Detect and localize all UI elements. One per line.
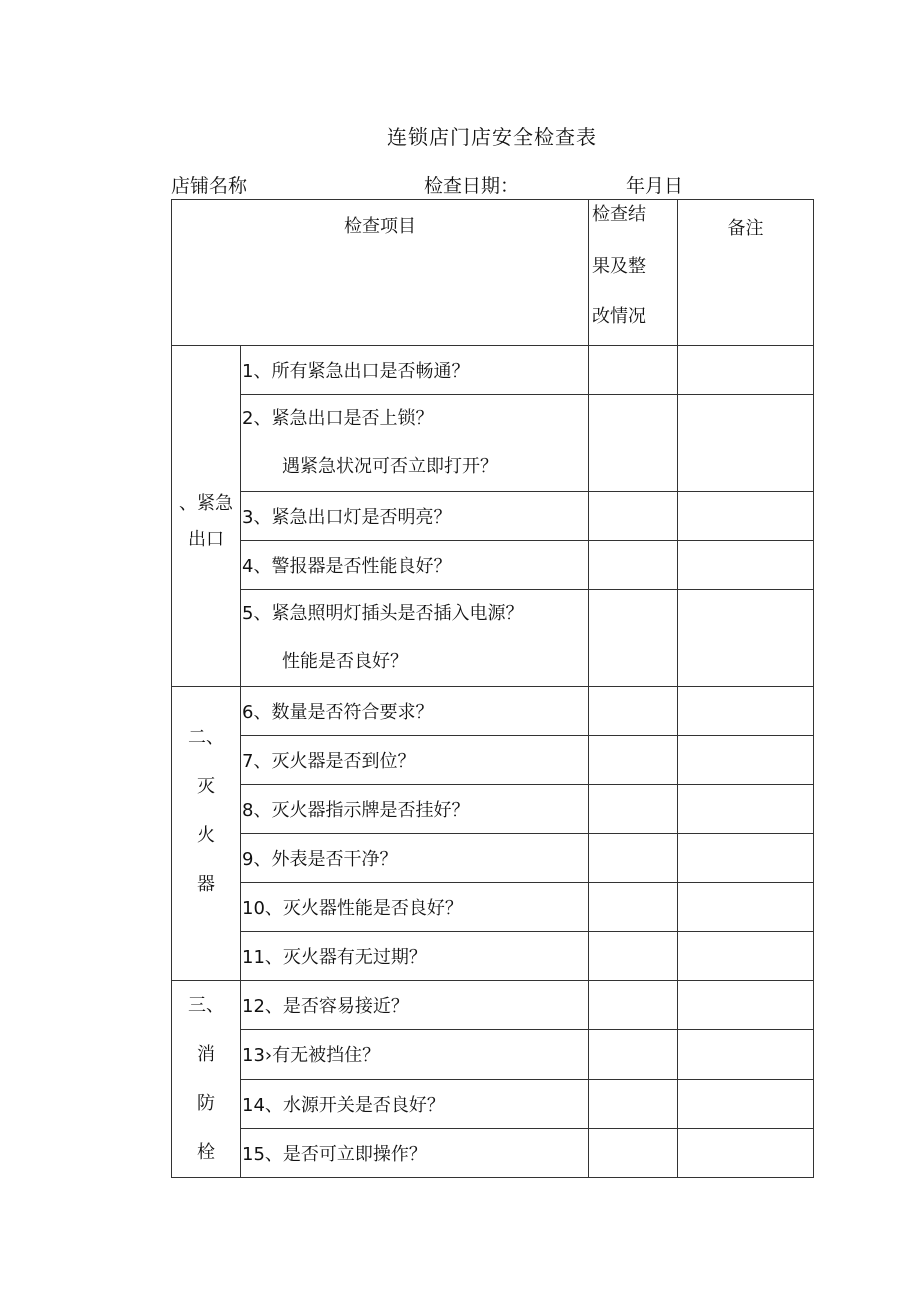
page-title: 连锁店门店安全检查表 [387, 125, 597, 149]
note-cell[interactable] [678, 687, 814, 736]
item-line: 性能是否良好？ [282, 651, 408, 672]
inspection-table [171, 199, 814, 1178]
result-cell[interactable] [589, 981, 678, 1030]
result-cell[interactable] [589, 346, 678, 395]
result-cell[interactable] [589, 1079, 678, 1128]
item-text: 6、数量是否符合要求？ [241, 687, 589, 736]
category-line: 二、 [188, 726, 224, 748]
header-result [589, 200, 678, 346]
item-text [241, 395, 589, 492]
category-emergency-exit [172, 346, 241, 687]
note-cell[interactable] [678, 1030, 814, 1079]
inspection-date-label: 检查日期： [424, 175, 520, 197]
item-text: 9、外表是否干净？ [241, 834, 589, 883]
item-line: 5、紧急照明灯插头是否插入电源？ [242, 603, 524, 624]
result-cell[interactable] [589, 687, 678, 736]
note-cell[interactable] [678, 346, 814, 395]
header-result-line: 改情况 [592, 306, 646, 327]
category-line: 栓 [197, 1142, 215, 1163]
note-cell[interactable] [678, 785, 814, 834]
category-fire-hydrant [172, 981, 241, 1178]
item-text: 12、是否容易接近？ [241, 981, 589, 1030]
result-cell[interactable] [589, 590, 678, 687]
note-cell[interactable] [678, 541, 814, 590]
header-result-line: 检查结 [592, 204, 646, 225]
category-line: 消 [197, 1044, 215, 1065]
result-cell[interactable] [589, 883, 678, 932]
item-text [241, 590, 589, 687]
result-cell[interactable] [589, 492, 678, 541]
table-row [172, 883, 814, 932]
item-text: 3、紧急出口灯是否明亮？ [241, 492, 589, 541]
result-cell[interactable] [589, 541, 678, 590]
note-cell[interactable] [678, 981, 814, 1030]
result-cell[interactable] [589, 395, 678, 492]
header-inspection-item: 检查项目 [172, 200, 589, 346]
note-cell[interactable] [678, 932, 814, 981]
table-row [172, 590, 814, 687]
item-text: 1、所有紧急出口是否畅通？ [241, 346, 589, 395]
result-cell[interactable] [589, 1128, 678, 1177]
item-text: 15、是否可立即操作？ [241, 1128, 589, 1177]
item-text: 13›有无被挡住？ [241, 1030, 589, 1079]
table-row [172, 785, 814, 834]
shop-name-label: 店铺名称 [171, 175, 248, 197]
table-row [172, 1030, 814, 1079]
result-cell[interactable] [589, 834, 678, 883]
note-cell[interactable] [678, 590, 814, 687]
item-text: 4、警报器是否性能良好？ [241, 541, 589, 590]
note-cell[interactable] [678, 395, 814, 492]
result-cell[interactable] [589, 736, 678, 785]
category-line: 火 [197, 824, 215, 846]
table-row [172, 834, 814, 883]
category-line: 防 [197, 1093, 215, 1114]
result-cell[interactable] [589, 932, 678, 981]
category-line: 灭 [197, 775, 215, 797]
item-text: 10、灭火器性能是否良好？ [241, 883, 589, 932]
table-row [172, 932, 814, 981]
table-row [172, 981, 814, 1030]
item-text: 14、水源开关是否良好？ [241, 1079, 589, 1128]
result-cell[interactable] [589, 785, 678, 834]
item-text: 8、灭火器指示牌是否挂好？ [241, 785, 589, 834]
category-line: 三、 [188, 995, 224, 1016]
table-row [172, 1128, 814, 1177]
header-note: 备注 [678, 200, 814, 346]
category-fire-extinguisher [172, 687, 241, 981]
table-row [172, 395, 814, 492]
table-row [172, 346, 814, 395]
category-line: 出口 [188, 529, 224, 550]
item-line: 遇紧急状况可否立即打开？ [282, 456, 498, 477]
header-result-line: 果及整 [592, 256, 646, 277]
note-cell[interactable] [678, 1128, 814, 1177]
table-row [172, 1079, 814, 1128]
note-cell[interactable] [678, 883, 814, 932]
item-text: 7、灭火器是否到位？ [241, 736, 589, 785]
table-row [172, 687, 814, 736]
table-row [172, 541, 814, 590]
table-row [172, 492, 814, 541]
note-cell[interactable] [678, 834, 814, 883]
note-cell[interactable] [678, 492, 814, 541]
table-header-row [172, 200, 814, 346]
date-suffix: 年月日 [626, 175, 684, 197]
note-cell[interactable] [678, 1079, 814, 1128]
table-row [172, 736, 814, 785]
result-cell[interactable] [589, 1030, 678, 1079]
item-line: 2、紧急出口是否上锁？ [242, 408, 434, 429]
item-text: 11、灭火器有无过期？ [241, 932, 589, 981]
note-cell[interactable] [678, 736, 814, 785]
category-line: 、紧急 [179, 493, 233, 514]
category-line: 器 [197, 873, 215, 895]
